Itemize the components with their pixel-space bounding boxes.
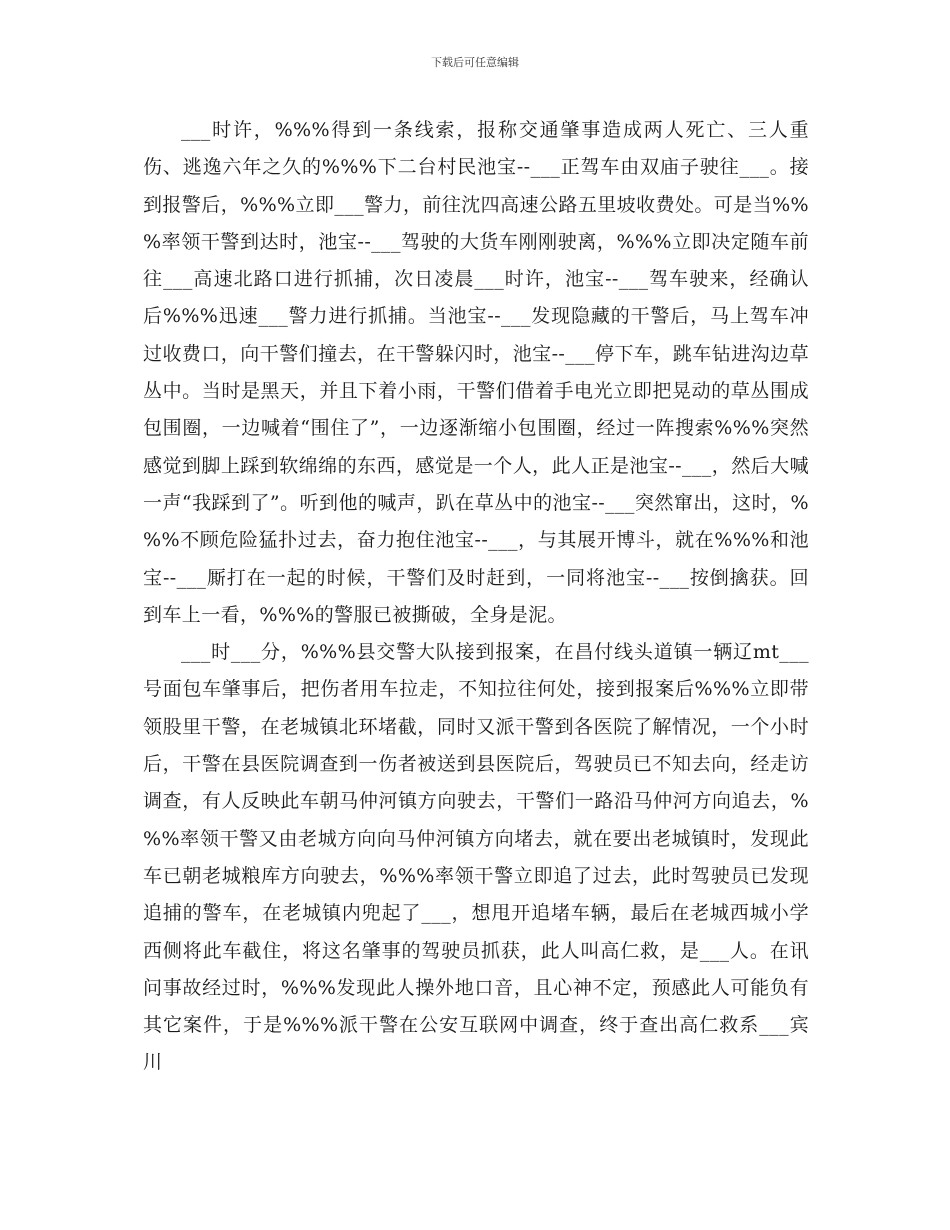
paragraph-1: ___时许，%%%得到一条线索，报称交通肇事造成两人死亡、三人重伤、逃逸六年之久的%%%下二台村民池宝--___正驾车由双庙子驶往___。接到报警后，%%%立即___警力，前往沈四高速公路五里坡收费处。可是当%%%率领干警到达时，池宝--___驾驶的大货车刚刚驶离，%%%立即决定随车前往___高速北路口进行抓捕，次日凌晨___时许，池宝--___驾车驶来，经确认后%%%迅速___警力进行抓捕。当池宝--___发现隐藏的干警后，马上驾车冲过收费口，向干警们撞去，在干警躲闪时，池宝--___停下车，跳车钻进沟边草丛中。当时是黑天，并且下着小雨，干警们借着手电光立即把晃动的草丛围成包围圈，一边喊着“围住了”，一边逐渐缩小包围圈，经过一阵搜索%%%突然感觉到脚上踩到软绵绵的东西，感觉是一个人，此人正是池宝--___，然后大喊一声“我踩到了”。听到他的喊声，趴在草丛中的池宝--___突然窜出，这时，%%%不顾危险猛扑过去，奋力抱住池宝--___，与其展开博斗，就在%%%和池宝--___厮打在一起的时候，干警们及时赶到，一同将池宝--___按倒擒获。回到车上一看，%%%的警服已被撕破，全身是泥。 xyxy=(143,119,809,626)
paragraph-2: ___时___分，%%%县交警大队接到报案，在昌付线头道镇一辆辽mt___号面包车肇事后，把伤者用车拉走，不知拉往何处，接到报案后%%%立即带领股里干警，在老城镇北环堵截，同时又派干警到各医院了解情况，一个小时后，干警在县医院调查到一伤者被送到县医院后，驾驶员已不知去向，经走访调查，有人反映此车朝马仲河镇方向驶去，干警们一路沿马仲河方向追去，%%%率领干警又由老城方向向马仲河镇方向堵去，就在要出老城镇时，发现此车已朝老城粮库方向驶去，%%%率领干警立即追了过去，此时驾驶员已发现追捕的警车，在老城镇内兜起了___，想甩开追堵车辆，最后在老城西城小学西侧将此车截住，将这名肇事的驾驶员抓获，此人叫高仁救，是___人。在讯问事故经过时，%%%发现此人操外地口音，且心神不定，预感此人可能负有其它案件，于是%%%派干警在公安互联网中调查，终于查出高仁救系___宾川 xyxy=(143,641,809,1074)
document-body xyxy=(143,112,809,1082)
page-header: 下载后可任意编辑 xyxy=(431,56,519,69)
